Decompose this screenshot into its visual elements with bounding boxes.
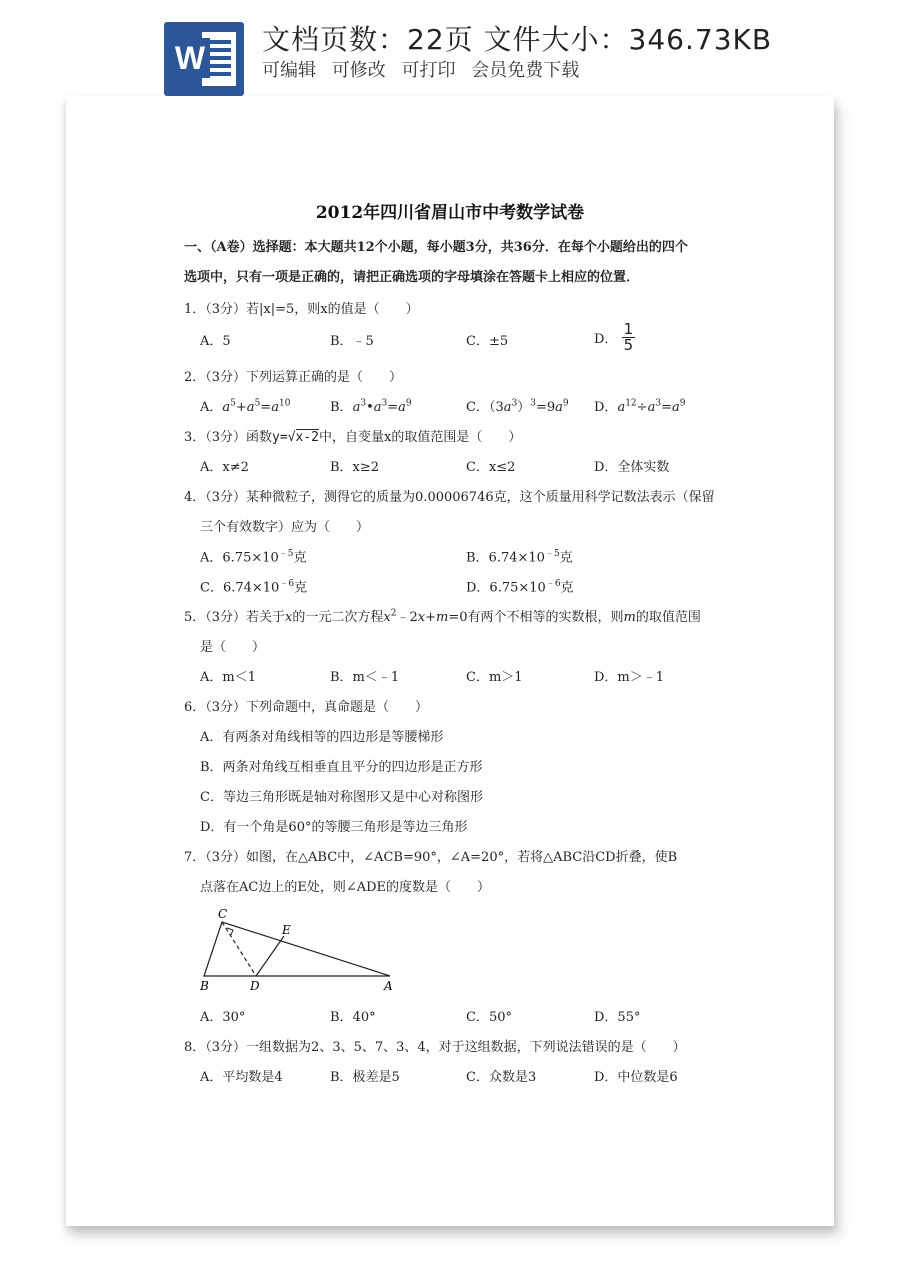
label-b: B: [200, 979, 209, 992]
q7-option-d: D．55°: [594, 1010, 641, 1025]
question-3: 3．（3分）函数y=√x-2中，自变量x的取值范围是（ ）: [184, 430, 522, 445]
q7-option-a: A．30°: [200, 1010, 246, 1025]
q7-option-b: B．40°: [330, 1010, 376, 1025]
label-e: E: [282, 923, 291, 937]
q4-option-d: D．$6.75\times 10^{﹣6}$克: [466, 579, 574, 596]
question-6: 6．（3分）下列命题中，真命题是（ ）: [184, 700, 429, 715]
q3-option-d: D．全体实数: [594, 460, 670, 475]
section-instruction-2: 选项中，只有一项是正确的，请把正确选项的字母填涂在答题卡上相应的位置．: [184, 270, 640, 285]
q4-option-c: C．$6.74\times 10^{﹣6}$克: [200, 579, 308, 596]
q4-option-a: A．$6.75\times 10^{﹣5}$克: [200, 549, 307, 566]
question-8: 8．（3分）一组数据为2、3、5、7、3、4，对于这组数据，下列说法错误的是（ ）: [184, 1040, 686, 1055]
q2-option-d: D．$a^{12}\div a^3=a^9$: [594, 398, 686, 415]
label-d: D: [250, 979, 260, 992]
question-4-line-2: 三个有效数字）应为（ ）: [200, 520, 370, 535]
q5-option-b: B．m＜﹣1: [330, 670, 400, 685]
q5-option-a: A．m＜1: [200, 670, 256, 685]
q1-option-d: D． $\frac{1}{5}$: [594, 320, 634, 354]
question-7-line-2: 点落在AC边上的E处，则∠ADE的度数是（ ）: [200, 880, 491, 895]
q1-option-c: C．±5: [466, 334, 509, 349]
q3-option-c: C．x≤2: [466, 460, 516, 475]
feature-list: [262, 56, 589, 82]
q2-option-b: B．$a^3•a^3=a^9$: [330, 398, 412, 415]
question-5-line-2: 是（ ）: [200, 640, 266, 655]
question-2: 2．（3分）下列运算正确的是（ ）: [184, 370, 403, 385]
section-instruction-1: 一、（A卷）选择题：本大题共12个小题，每小题3分，共36分．在每个小题给出的四个: [184, 240, 688, 255]
q3-option-a: A．x≠2: [200, 460, 249, 475]
paper-title: 2012年四川省眉山市中考数学试卷: [315, 203, 585, 223]
download-banner: [0, 0, 900, 96]
q2-option-a: A．$a^5+a^5=a^{10}$: [200, 398, 291, 415]
q6-option-b: B．两条对角线互相垂直且平分的四边形是正方形: [200, 760, 483, 775]
q4-option-b: B．$6.74\times 10^{﹣5}$克: [466, 549, 573, 566]
q7-option-c: C．50°: [466, 1010, 512, 1025]
question-5-line-1: 5．（3分）若关于x的一元二次方程$x^2﹣2x+m=0$有两个不相等的实数根，则m的取值范围: [184, 608, 701, 625]
q1-option-a: A．5: [200, 334, 231, 349]
q6-option-c: C．等边三角形既是轴对称图形又是中心对称图形: [200, 790, 483, 805]
doc-info: 文档页数：22页 文件大小：346.73KB: [262, 23, 773, 56]
function-formula: y=√x-2: [272, 430, 320, 445]
question-4-line-1: 4．（3分）某种微粒子，测得它的质量为0.00006746克，这个质量用科学记数法表示（保留: [184, 490, 715, 505]
q5-option-d: D．m＞﹣1: [594, 670, 665, 685]
feature-printable: 可打印: [401, 60, 456, 81]
feature-editable: 可编辑: [262, 60, 316, 81]
q6-option-a: A．有两条对角线相等的四边形是等腰梯形: [200, 730, 444, 745]
fraction: $\frac{1}{5}$: [623, 320, 634, 354]
q2-option-c: C．$(3a^3)^3=9a^9$: [466, 398, 569, 415]
q1-option-b: B．﹣5: [330, 334, 374, 349]
q6-option-d: D．有一个角是60°的等腰三角形是等边三角形: [200, 820, 468, 835]
q3-option-b: B．x≥2: [330, 460, 380, 475]
q8-option-c: C．众数是3: [466, 1070, 537, 1085]
q8-option-b: B．极差是5: [330, 1070, 400, 1085]
question-7-line-1: 7．（3分）如图，在△ABC中，∠ACB=90°，∠A=20°，若将△ABC沿CD折叠，使B: [184, 850, 678, 865]
label-a: A: [384, 979, 393, 992]
q8-option-a: A．平均数是4: [200, 1070, 283, 1085]
label-c: C: [218, 907, 228, 921]
q8-option-d: D．中位数是6: [594, 1070, 678, 1085]
feature-free-download: 会员免费下载: [471, 60, 580, 81]
question-1: 1．（3分）若|x|=5，则x的值是（ ）: [184, 302, 419, 317]
word-document-icon: W: [164, 22, 244, 96]
q5-option-c: C．m＞1: [466, 670, 523, 685]
triangle-figure: [196, 906, 406, 992]
feature-modifiable: 可修改: [331, 60, 386, 81]
